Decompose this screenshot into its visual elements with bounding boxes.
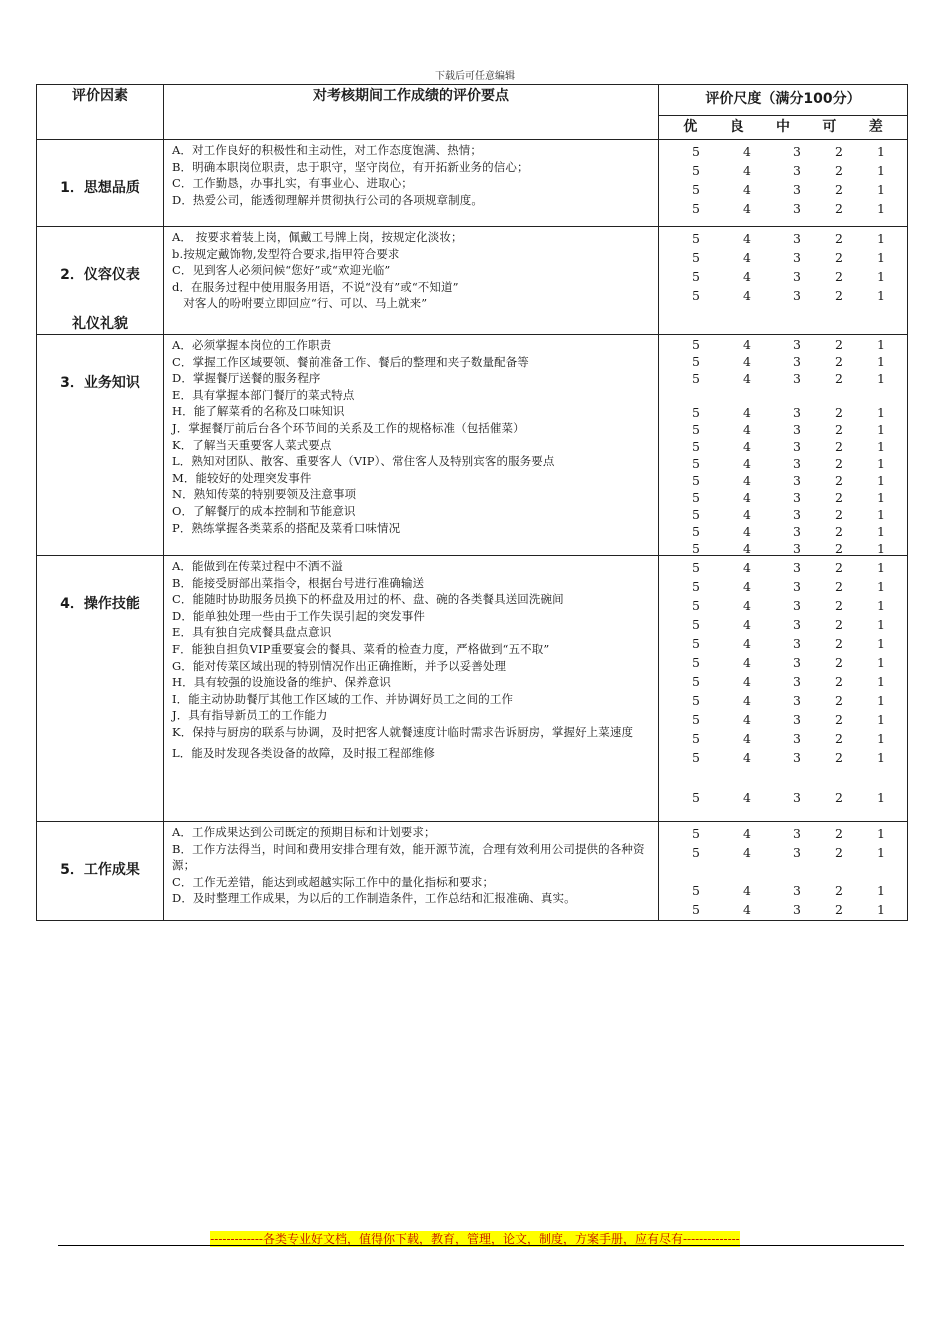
score-value: 2 bbox=[835, 598, 843, 613]
score-row bbox=[659, 826, 907, 842]
score-value: 2 bbox=[835, 354, 843, 369]
score-row bbox=[659, 490, 907, 506]
score-value: 5 bbox=[692, 655, 700, 670]
score-value: 3 bbox=[793, 473, 801, 488]
score-row bbox=[659, 288, 907, 304]
score-row bbox=[659, 617, 907, 633]
score-value: 3 bbox=[793, 902, 801, 917]
items-cell bbox=[164, 556, 659, 822]
score-value: 3 bbox=[793, 674, 801, 689]
score-value: 2 bbox=[835, 456, 843, 471]
score-row bbox=[659, 655, 907, 671]
score-row bbox=[659, 845, 907, 861]
score-value: 3 bbox=[793, 422, 801, 437]
grade-medium: 中 bbox=[775, 118, 790, 135]
score-value: 2 bbox=[835, 845, 843, 860]
score-value: 3 bbox=[793, 598, 801, 613]
score-value: 4 bbox=[743, 371, 751, 386]
score-value: 5 bbox=[692, 422, 700, 437]
score-value: 1 bbox=[877, 560, 885, 575]
score-value: 4 bbox=[743, 250, 751, 265]
score-row bbox=[659, 712, 907, 728]
score-value: 4 bbox=[743, 826, 751, 841]
factor-label-secondary: 礼仪礼貌 bbox=[72, 316, 128, 332]
score-value: 2 bbox=[835, 507, 843, 522]
score-value: 3 bbox=[793, 405, 801, 420]
score-value: 1 bbox=[877, 674, 885, 689]
score-value: 3 bbox=[793, 288, 801, 303]
score-value: 1 bbox=[877, 269, 885, 284]
score-value: 5 bbox=[692, 541, 700, 556]
score-row bbox=[659, 731, 907, 747]
score-value: 5 bbox=[692, 731, 700, 746]
score-value: 4 bbox=[743, 883, 751, 898]
score-value: 1 bbox=[877, 250, 885, 265]
score-value: 3 bbox=[793, 269, 801, 284]
score-value: 3 bbox=[793, 883, 801, 898]
score-row bbox=[659, 674, 907, 690]
score-value: 2 bbox=[835, 269, 843, 284]
score-value: 2 bbox=[835, 902, 843, 917]
score-row bbox=[659, 456, 907, 472]
score-value: 4 bbox=[743, 655, 751, 670]
score-value: 3 bbox=[793, 439, 801, 454]
score-value: 1 bbox=[877, 524, 885, 539]
score-value: 3 bbox=[793, 750, 801, 765]
list-item: 对客人的吩咐要立即回应“行、可以、马上就来” bbox=[172, 296, 428, 311]
score-row bbox=[659, 524, 907, 540]
score-value: 1 bbox=[877, 731, 885, 746]
score-value: 3 bbox=[793, 354, 801, 369]
score-value: 1 bbox=[877, 371, 885, 386]
score-row bbox=[659, 422, 907, 438]
score-value: 2 bbox=[835, 693, 843, 708]
score-value: 1 bbox=[877, 422, 885, 437]
score-value: 4 bbox=[743, 731, 751, 746]
list-item: D．掌握餐厅送餐的服务程序 bbox=[172, 371, 321, 386]
score-value: 4 bbox=[743, 902, 751, 917]
list-item: L．能及时发现各类设备的故障，及时报工程部维修 bbox=[172, 745, 435, 760]
score-value: 1 bbox=[877, 712, 885, 727]
score-value: 4 bbox=[743, 579, 751, 594]
score-value: 5 bbox=[692, 750, 700, 765]
score-value: 4 bbox=[743, 473, 751, 488]
score-row bbox=[659, 163, 907, 179]
score-value: 3 bbox=[793, 490, 801, 505]
score-value: 3 bbox=[793, 655, 801, 670]
score-value: 2 bbox=[835, 288, 843, 303]
factor-label: 5．工作成果 bbox=[60, 862, 140, 878]
score-value: 3 bbox=[793, 201, 801, 216]
score-row bbox=[659, 201, 907, 217]
score-value: 4 bbox=[743, 790, 751, 805]
score-row bbox=[659, 507, 907, 523]
list-item: b.按规定戴饰物,发型符合要求,指甲符合要求 bbox=[172, 246, 400, 261]
score-value: 2 bbox=[835, 371, 843, 386]
score-row bbox=[659, 337, 907, 353]
list-item: A．对工作良好的积极性和主动性，对工作态度饱满、热情； bbox=[172, 143, 483, 157]
score-value: 1 bbox=[877, 790, 885, 805]
score-value: 4 bbox=[743, 405, 751, 420]
score-value: 5 bbox=[692, 163, 700, 178]
score-value: 5 bbox=[692, 845, 700, 860]
list-item: C．工作勤恳，办事扎实，有事业心、进取心； bbox=[172, 176, 413, 191]
score-value: 1 bbox=[877, 201, 885, 216]
list-item: K．了解当天重要客人菜式要点 bbox=[172, 437, 332, 452]
score-value: 3 bbox=[793, 845, 801, 860]
header-points: 对考核期间工作成绩的评价要点 bbox=[164, 85, 659, 140]
score-value: 5 bbox=[692, 250, 700, 265]
score-value: 3 bbox=[793, 712, 801, 727]
scores-cell bbox=[659, 822, 908, 921]
scores-cell bbox=[659, 140, 908, 227]
items-cell bbox=[164, 335, 659, 556]
score-value: 4 bbox=[743, 354, 751, 369]
score-value: 4 bbox=[743, 182, 751, 197]
score-value: 3 bbox=[793, 579, 801, 594]
score-value: 4 bbox=[743, 144, 751, 159]
score-value: 2 bbox=[835, 636, 843, 651]
score-value: 1 bbox=[877, 507, 885, 522]
score-value: 3 bbox=[793, 560, 801, 575]
factor-cell bbox=[37, 822, 164, 921]
score-value: 2 bbox=[835, 144, 843, 159]
list-item: A． 按要求着装上岗，佩戴工号牌上岗，按规定化淡妆； bbox=[172, 230, 463, 244]
score-value: 3 bbox=[793, 617, 801, 632]
list-item: C．掌握工作区域要领、餐前准备工作、餐后的整理和夹子数量配备等 bbox=[172, 354, 529, 369]
list-item: H．能了解菜肴的名称及口味知识 bbox=[172, 404, 345, 419]
score-row bbox=[659, 473, 907, 489]
score-row bbox=[659, 598, 907, 614]
score-value: 2 bbox=[835, 790, 843, 805]
score-value: 5 bbox=[692, 371, 700, 386]
score-value: 1 bbox=[877, 288, 885, 303]
score-value: 2 bbox=[835, 524, 843, 539]
score-value: 3 bbox=[793, 636, 801, 651]
list-item: O．了解餐厅的成本控制和节能意识 bbox=[172, 503, 356, 518]
factor-label: 4．操作技能 bbox=[60, 596, 140, 612]
grade-excellent: 优 bbox=[683, 118, 698, 135]
list-item: E．具有掌握本部门餐厅的菜式特点 bbox=[172, 387, 355, 402]
factor-cell bbox=[37, 556, 164, 822]
list-item: B．明确本职岗位职责，忠于职守，坚守岗位，有开拓新业务的信心； bbox=[172, 159, 529, 174]
score-value: 2 bbox=[835, 617, 843, 632]
score-value: 1 bbox=[877, 883, 885, 898]
header-factor: 评价因素 bbox=[37, 85, 164, 140]
score-value: 3 bbox=[793, 182, 801, 197]
scores-cell bbox=[659, 227, 908, 335]
score-value: 1 bbox=[877, 182, 885, 197]
score-row bbox=[659, 750, 907, 766]
score-value: 5 bbox=[692, 473, 700, 488]
list-item: F．能独自担负VIP重要宴会的餐具、菜肴的检查力度，严格做到“五不取” bbox=[172, 641, 550, 656]
score-value: 3 bbox=[793, 231, 801, 246]
score-value: 4 bbox=[743, 541, 751, 556]
score-row bbox=[659, 439, 907, 455]
score-value: 2 bbox=[835, 826, 843, 841]
score-row bbox=[659, 250, 907, 266]
score-value: 5 bbox=[692, 269, 700, 284]
score-row bbox=[659, 182, 907, 198]
score-value: 3 bbox=[793, 541, 801, 556]
score-value: 3 bbox=[793, 507, 801, 522]
score-value: 1 bbox=[877, 354, 885, 369]
score-value: 1 bbox=[877, 439, 885, 454]
list-item: I．能主动协助餐厅其他工作区域的工作、并协调好员工之间的工作 bbox=[172, 691, 514, 706]
section-row bbox=[37, 822, 908, 921]
score-value: 2 bbox=[835, 473, 843, 488]
score-value: 2 bbox=[835, 439, 843, 454]
score-value: 4 bbox=[743, 269, 751, 284]
score-value: 4 bbox=[743, 712, 751, 727]
score-value: 5 bbox=[692, 598, 700, 613]
score-value: 1 bbox=[877, 750, 885, 765]
score-row bbox=[659, 354, 907, 370]
score-value: 5 bbox=[692, 337, 700, 352]
score-value: 2 bbox=[835, 579, 843, 594]
score-value: 5 bbox=[692, 144, 700, 159]
factor-cell bbox=[37, 227, 164, 335]
score-value: 5 bbox=[692, 674, 700, 689]
list-item: N．熟知传菜的特别要领及注意事项 bbox=[172, 487, 357, 502]
score-value: 2 bbox=[835, 750, 843, 765]
score-value: 5 bbox=[692, 231, 700, 246]
score-value: 2 bbox=[835, 655, 843, 670]
list-item: E．具有独自完成餐具盘点意识 bbox=[172, 625, 332, 640]
score-value: 1 bbox=[877, 845, 885, 860]
score-value: 5 bbox=[692, 182, 700, 197]
footer-divider bbox=[58, 1245, 904, 1246]
score-value: 4 bbox=[743, 288, 751, 303]
list-item: D．热爱公司，能透彻理解并贯彻执行公司的各项规章制度。 bbox=[172, 192, 483, 207]
score-value: 1 bbox=[877, 579, 885, 594]
list-item: M．能较好的处理突发事件 bbox=[172, 470, 312, 485]
score-value: 5 bbox=[692, 490, 700, 505]
score-value: 2 bbox=[835, 490, 843, 505]
factor-label: 1．思想品质 bbox=[60, 180, 140, 196]
list-item: C．见到客人必须问候“您好”或“欢迎光临” bbox=[172, 263, 391, 278]
header-scale bbox=[659, 85, 908, 116]
score-value: 5 bbox=[692, 579, 700, 594]
list-item: B．工作方法得当，时间和费用安排合理有效，能开源节流，合理有效利用公司提供的各种资源； bbox=[172, 841, 645, 873]
list-item: C．工作无差错，能达到或超越实际工作中的量化指标和要求； bbox=[172, 874, 495, 889]
score-value: 3 bbox=[793, 826, 801, 841]
score-value: 4 bbox=[743, 163, 751, 178]
score-value: 1 bbox=[877, 163, 885, 178]
score-row bbox=[659, 883, 907, 899]
factor-cell bbox=[37, 335, 164, 556]
score-value: 2 bbox=[835, 337, 843, 352]
score-value: 5 bbox=[692, 826, 700, 841]
score-value: 4 bbox=[743, 231, 751, 246]
items-cell bbox=[164, 140, 659, 227]
score-value: 3 bbox=[793, 693, 801, 708]
score-value: 2 bbox=[835, 163, 843, 178]
score-value: 3 bbox=[793, 731, 801, 746]
list-item: A．能做到在传菜过程中不洒不溢 bbox=[172, 559, 343, 573]
grade-fair: 可 bbox=[822, 118, 837, 135]
score-value: 2 bbox=[835, 712, 843, 727]
score-value: 3 bbox=[793, 144, 801, 159]
grade-row bbox=[659, 115, 908, 139]
score-row bbox=[659, 560, 907, 576]
list-item: A．必须掌握本岗位的工作职责 bbox=[172, 338, 332, 352]
score-value: 2 bbox=[835, 201, 843, 216]
list-item: A．工作成果达到公司既定的预期目标和计划要求； bbox=[172, 825, 436, 839]
score-value: 3 bbox=[793, 337, 801, 352]
score-value: 4 bbox=[743, 617, 751, 632]
score-value: 4 bbox=[743, 507, 751, 522]
score-value: 4 bbox=[743, 674, 751, 689]
score-value: 5 bbox=[692, 902, 700, 917]
score-value: 3 bbox=[793, 456, 801, 471]
list-item: D．及时整理工作成果，为以后的工作制造条件，工作总结和汇报准确、真实。 bbox=[172, 891, 576, 906]
score-value: 3 bbox=[793, 163, 801, 178]
section-row bbox=[37, 556, 908, 822]
score-value: 1 bbox=[877, 655, 885, 670]
score-value: 2 bbox=[835, 422, 843, 437]
score-value: 5 bbox=[692, 617, 700, 632]
score-value: 1 bbox=[877, 405, 885, 420]
score-value: 2 bbox=[835, 250, 843, 265]
footer-text: -------------各类专业好文档，值得你下载，教育，管理，论文，制度，方案手册，应有尽有-------------- bbox=[210, 1232, 740, 1246]
score-value: 1 bbox=[877, 337, 885, 352]
score-value: 2 bbox=[835, 731, 843, 746]
list-item: D．能单独处理一些由于工作失误引起的突发事件 bbox=[172, 608, 425, 623]
top-note: 下载后可任意编辑 bbox=[435, 71, 515, 82]
factor-label: 2．仪容仪表 bbox=[60, 267, 140, 283]
score-value: 1 bbox=[877, 598, 885, 613]
score-row bbox=[659, 790, 907, 806]
list-item: L．熟知对团队、散客、重要客人（VIP）、常住客人及特别宾客的服务要点 bbox=[172, 454, 555, 469]
score-value: 4 bbox=[743, 598, 751, 613]
score-value: 4 bbox=[743, 337, 751, 352]
list-item: C．能随时协助服务员换下的杯盘及用过的杯、盘、碗的各类餐具送回洗碗间 bbox=[172, 592, 564, 607]
score-row bbox=[659, 231, 907, 247]
score-value: 5 bbox=[692, 439, 700, 454]
list-item: J．掌握餐厅前后台各个环节间的关系及工作的规格标准（包括催菜） bbox=[172, 420, 525, 435]
list-item: G．能对传菜区域出现的特别情况作出正确推断，并予以妥善处理 bbox=[172, 658, 507, 673]
score-value: 5 bbox=[692, 524, 700, 539]
factor-cell bbox=[37, 140, 164, 227]
score-row bbox=[659, 693, 907, 709]
list-item: B．能接受厨部出菜指令，根据台号进行准确输送 bbox=[172, 575, 425, 590]
score-value: 1 bbox=[877, 902, 885, 917]
grade-poor: 差 bbox=[868, 118, 883, 135]
evaluation-table bbox=[36, 84, 908, 921]
score-value: 2 bbox=[835, 674, 843, 689]
items-cell bbox=[164, 822, 659, 921]
score-value: 1 bbox=[877, 490, 885, 505]
section-row bbox=[37, 140, 908, 227]
score-value: 5 bbox=[692, 201, 700, 216]
score-value: 4 bbox=[743, 456, 751, 471]
scores-cell bbox=[659, 556, 908, 822]
score-value: 1 bbox=[877, 144, 885, 159]
list-item: K．保持与厨房的联系与协调，及时把客人就餐速度计临时需求告诉厨房，掌握好上菜速度 bbox=[172, 724, 634, 739]
score-row bbox=[659, 636, 907, 652]
list-item: P．熟练掌握各类菜系的搭配及菜肴口味情况 bbox=[172, 520, 401, 535]
factor-label: 3．业务知识 bbox=[60, 375, 140, 391]
score-value: 4 bbox=[743, 524, 751, 539]
list-item: H．具有较强的设施设备的维护、保养意识 bbox=[172, 675, 391, 690]
score-value: 2 bbox=[835, 560, 843, 575]
score-value: 5 bbox=[692, 456, 700, 471]
list-item: d．在服务过程中使用服务用语，不说“没有”或“不知道” bbox=[172, 279, 459, 294]
score-value: 4 bbox=[743, 560, 751, 575]
score-value: 4 bbox=[743, 439, 751, 454]
score-value: 5 bbox=[692, 693, 700, 708]
score-value: 5 bbox=[692, 790, 700, 805]
score-value: 4 bbox=[743, 201, 751, 216]
score-row bbox=[659, 405, 907, 421]
score-value: 1 bbox=[877, 693, 885, 708]
header-row bbox=[37, 85, 908, 116]
score-value: 5 bbox=[692, 712, 700, 727]
scale-title: 评价尺度（满分100分） bbox=[705, 91, 861, 107]
score-value: 3 bbox=[793, 790, 801, 805]
scores-cell bbox=[659, 335, 908, 556]
score-value: 3 bbox=[793, 524, 801, 539]
score-value: 5 bbox=[692, 507, 700, 522]
score-value: 5 bbox=[692, 560, 700, 575]
score-value: 2 bbox=[835, 182, 843, 197]
score-row bbox=[659, 902, 907, 918]
score-value: 2 bbox=[835, 405, 843, 420]
score-value: 5 bbox=[692, 405, 700, 420]
score-value: 1 bbox=[877, 456, 885, 471]
score-value: 2 bbox=[835, 541, 843, 556]
items-cell bbox=[164, 227, 659, 335]
score-value: 1 bbox=[877, 636, 885, 651]
score-value: 1 bbox=[877, 473, 885, 488]
score-row bbox=[659, 371, 907, 387]
score-row bbox=[659, 144, 907, 160]
score-value: 5 bbox=[692, 288, 700, 303]
score-value: 4 bbox=[743, 490, 751, 505]
score-value: 4 bbox=[743, 422, 751, 437]
score-value: 4 bbox=[743, 845, 751, 860]
score-value: 1 bbox=[877, 617, 885, 632]
score-value: 4 bbox=[743, 636, 751, 651]
score-value: 5 bbox=[692, 883, 700, 898]
score-value: 3 bbox=[793, 371, 801, 386]
score-row bbox=[659, 579, 907, 595]
score-value: 4 bbox=[743, 693, 751, 708]
grade-good: 良 bbox=[729, 118, 744, 135]
score-row bbox=[659, 269, 907, 285]
score-value: 1 bbox=[877, 541, 885, 556]
section-row bbox=[37, 335, 908, 556]
score-value: 3 bbox=[793, 250, 801, 265]
score-value: 4 bbox=[743, 750, 751, 765]
score-value: 2 bbox=[835, 883, 843, 898]
section-row bbox=[37, 227, 908, 335]
list-item: J．具有指导新员工的工作能力 bbox=[172, 708, 328, 723]
score-value: 1 bbox=[877, 826, 885, 841]
score-value: 1 bbox=[877, 231, 885, 246]
score-value: 5 bbox=[692, 636, 700, 651]
score-value: 2 bbox=[835, 231, 843, 246]
score-value: 5 bbox=[692, 354, 700, 369]
